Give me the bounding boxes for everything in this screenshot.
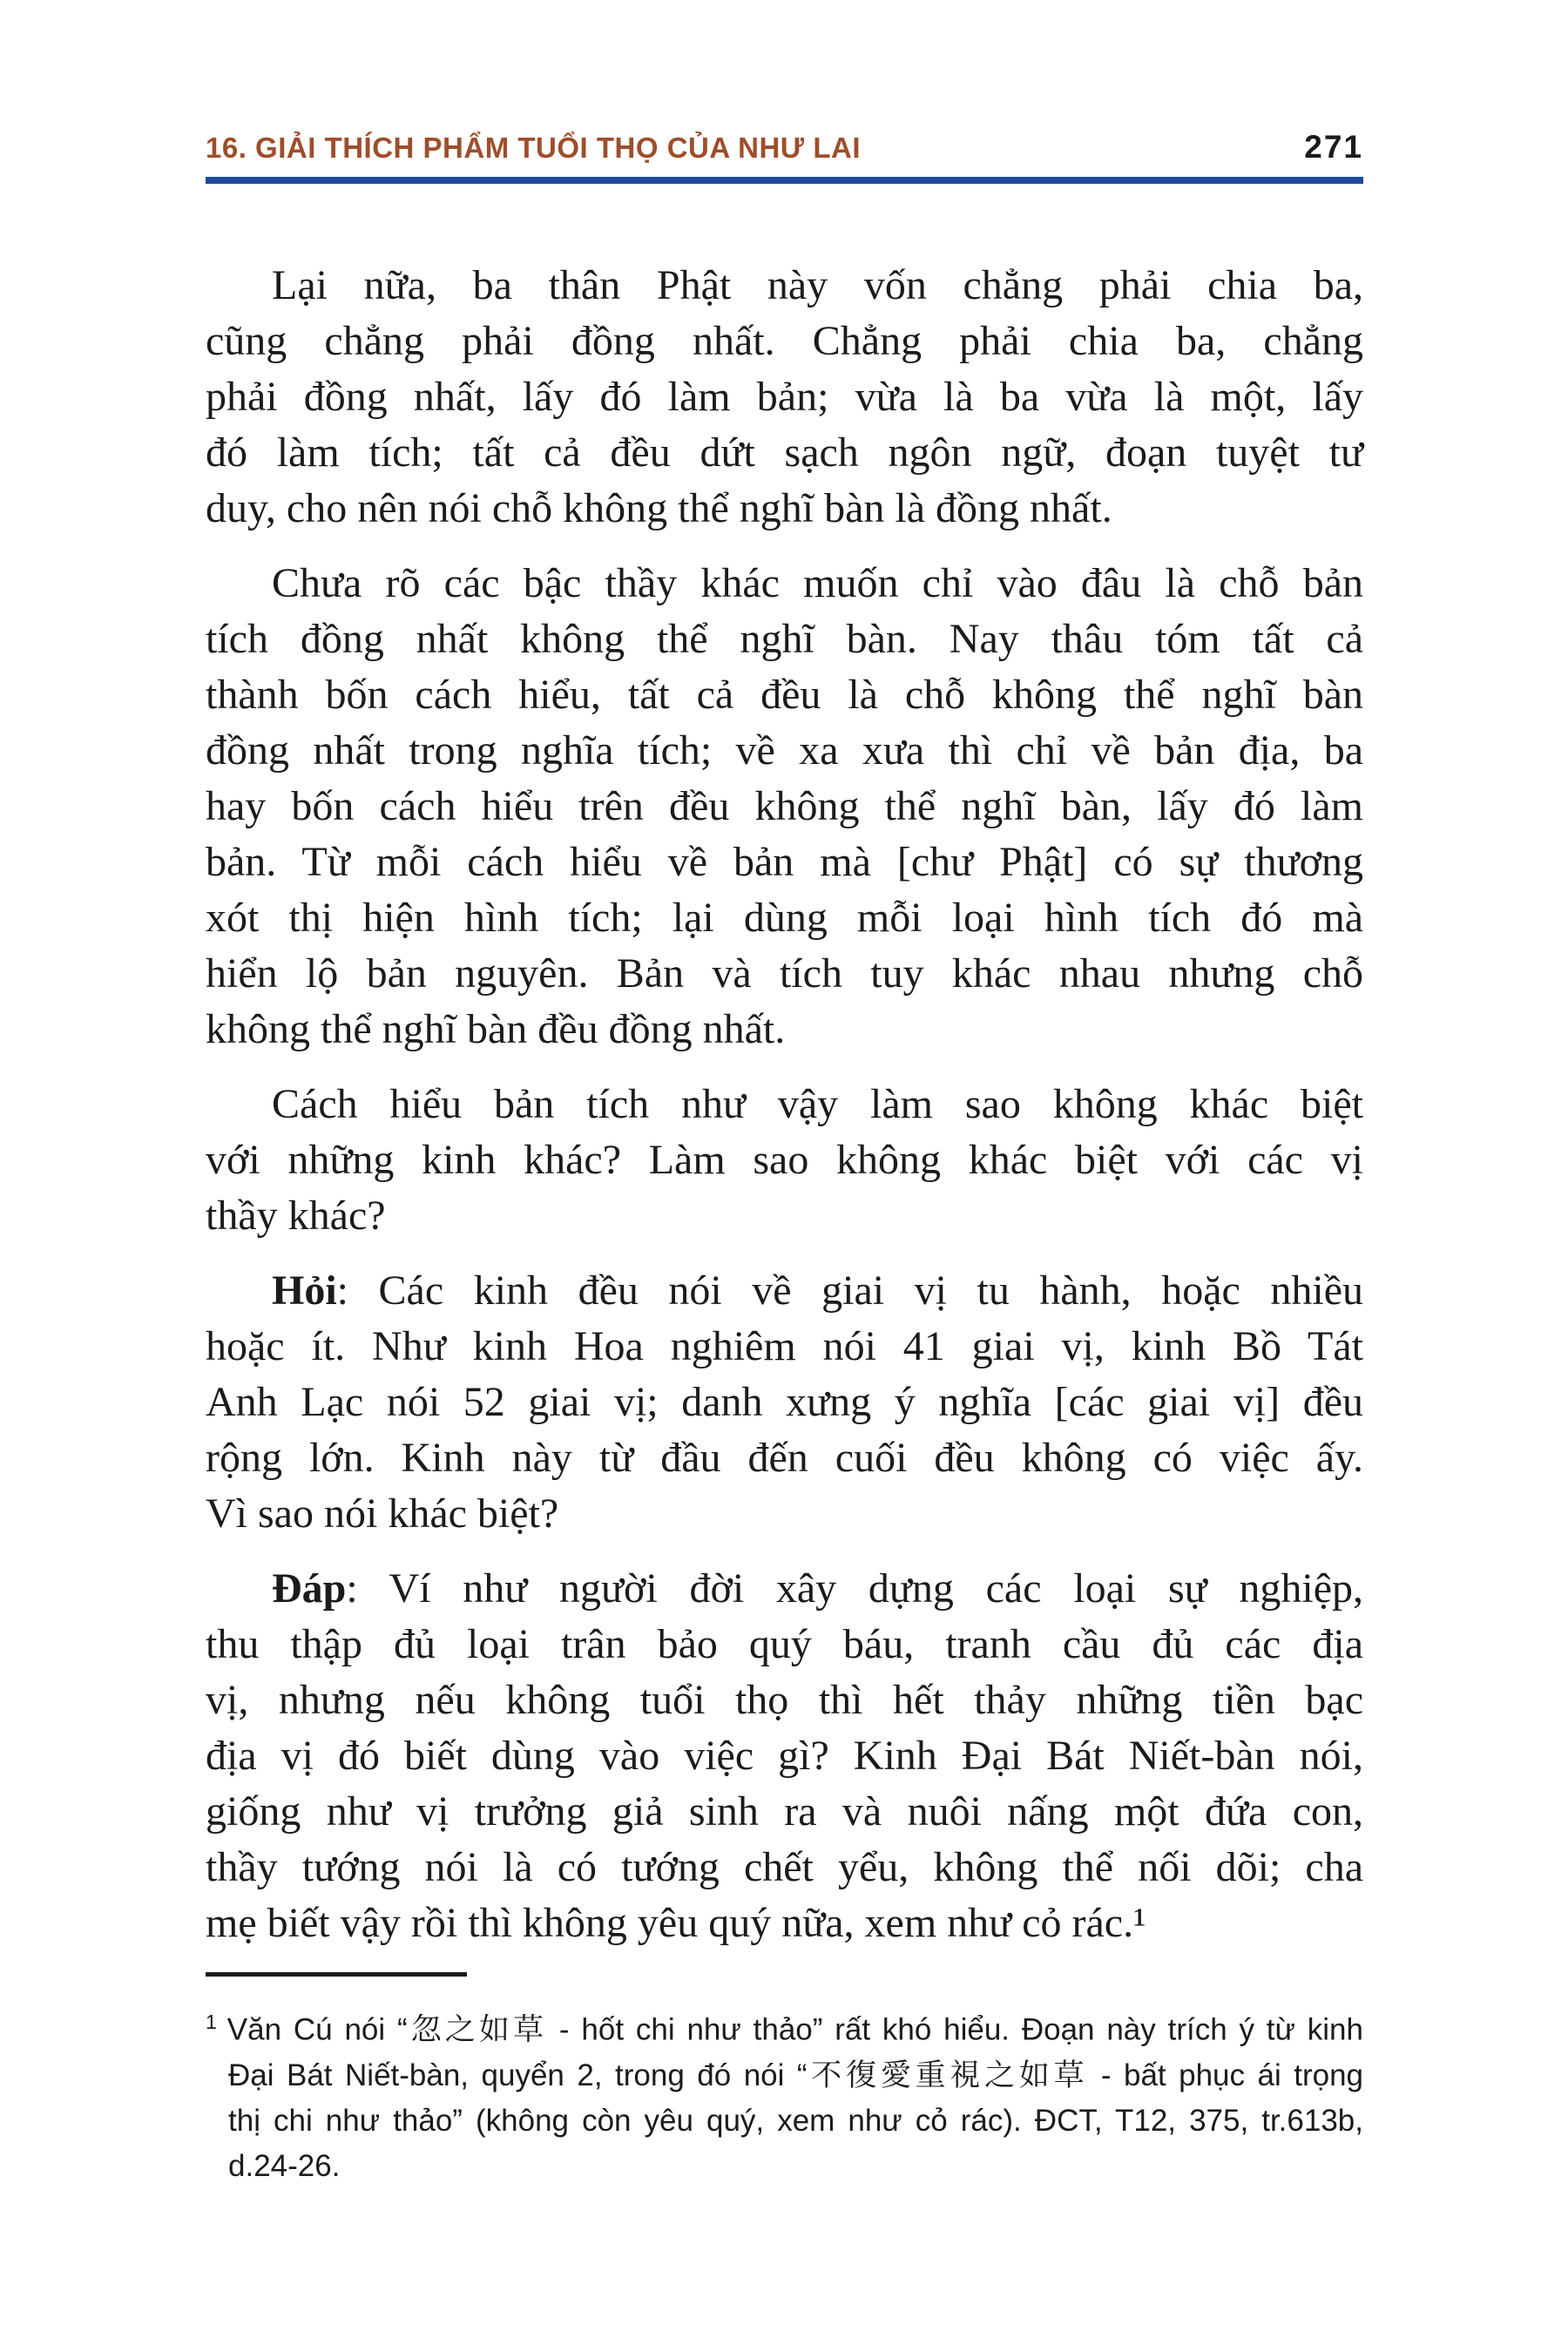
text-line: giống như vị trưởng giả sinh ra và nuôi nấng một đứa con, <box>206 1788 1363 1835</box>
footnote-line: d.24-26. <box>228 2148 341 2183</box>
text-line: với những kinh khác? Làm sao không khác biệt với các vị <box>206 1137 1363 1183</box>
page-header <box>206 129 1363 166</box>
text-line: hay bốn cách hiểu trên đều không thể nghĩ bàn, lấy đó làm <box>206 783 1363 829</box>
text-line: đó làm tích; tất cả đều dứt sạch ngôn ngữ, đoạn tuyệt tư <box>206 429 1363 476</box>
paragraph <box>206 1263 1363 1542</box>
text-line: thầy tướng nói là có tướng chết yểu, không thể nối dõi; cha <box>206 1844 1363 1890</box>
text-line: Lại nữa, ba thân Phật này vốn chẳng phải chia ba, <box>272 262 1363 308</box>
text-line <box>206 1263 1363 1319</box>
text-line: vị, nhưng nếu không tuổi thọ thì hết thảy những tiền bạc <box>206 1677 1363 1723</box>
body-paragraphs <box>206 258 1363 1951</box>
text-line: cũng chẳng phải đồng nhất. Chẳng phải chia ba, chẳng <box>206 318 1363 364</box>
footnote-line: Đại Bát Niết-bàn, quyển 2, trong đó nói “不復愛重視之如草 - bất phục ái trọng <box>228 2058 1363 2092</box>
text-line: rộng lớn. Kinh này từ đầu đến cuối đều không có việc ấy. <box>206 1435 1363 1481</box>
footnote-separator <box>206 1972 467 1977</box>
text-line-content: : Các kinh đều nói về giai vị tu hành, hoặc nhiều <box>336 1267 1363 1314</box>
header-rule <box>206 177 1363 184</box>
paragraph-lead: Đáp <box>272 1565 347 1612</box>
chapter-title: 16. GIẢI THÍCH PHẨM TUỔI THỌ CỦA NHƯ LAI <box>206 132 861 164</box>
text-line: thầy khác? <box>206 1193 386 1239</box>
paragraph <box>206 556 1363 1058</box>
text-line: xót thị hiện hình tích; lại dùng mỗi loại hình tích đó mà <box>206 895 1363 941</box>
footnote-line: thị chi như thảo” (không còn yêu quý, xem như cỏ rác). ĐCT, T12, 375, tr.613b, <box>228 2103 1363 2138</box>
text-line: Vì sao nói khác biệt? <box>206 1490 559 1537</box>
text-line: thu thập đủ loại trân bảo quý báu, tranh cầu đủ các địa <box>206 1621 1363 1667</box>
paragraph-lead: Hỏi <box>272 1267 337 1314</box>
text-line: hiển lộ bản nguyên. Bản và tích tuy khác nhau nhưng chỗ <box>206 950 1363 997</box>
text-line: Chưa rõ các bậc thầy khác muốn chỉ vào đâu là chỗ bản <box>272 560 1363 606</box>
text-line: bản. Từ mỗi cách hiểu về bản mà [chư Phật] có sự thương <box>206 839 1363 885</box>
text-line: hoặc ít. Như kinh Hoa nghiêm nói 41 giai vị, kinh Bồ Tát <box>206 1323 1363 1369</box>
footnote-line <box>206 1999 1363 2053</box>
text-line: phải đồng nhất, lấy đó làm bản; vừa là ba vừa là một, lấy <box>206 374 1363 420</box>
text-line <box>206 1561 1363 1617</box>
footnote <box>206 1999 1363 2189</box>
paragraph <box>206 1561 1363 1951</box>
text-line: thành bốn cách hiểu, tất cả đều là chỗ không thể nghĩ bàn <box>206 672 1363 718</box>
text-line: mẹ biết vậy rồi thì không yêu quý nữa, xem như cỏ rác.¹ <box>206 1900 1146 1946</box>
text-line: địa vị đó biết dùng vào việc gì? Kinh Đại Bát Niết-bàn nói, <box>206 1733 1363 1779</box>
footnote-line-content: Văn Cú nói “忽之如草 - hốt chi như thảo” rất khó hiểu. Đoạn này trích ý từ kinh <box>226 2012 1363 2047</box>
text-line: duy, cho nên nói chỗ không thể nghĩ bàn là đồng nhất. <box>206 485 1112 531</box>
text-line: không thể nghĩ bàn đều đồng nhất. <box>206 1006 786 1052</box>
text-line: tích đồng nhất không thể nghĩ bàn. Nay thâu tóm tất cả <box>206 616 1363 662</box>
paragraph <box>206 1077 1363 1244</box>
footnote-marker: 1 <box>206 2011 217 2033</box>
text-line-content: : Ví như người đời xây dựng các loại sự nghiệp, <box>346 1565 1363 1612</box>
text-line: Anh Lạc nói 52 giai vị; danh xưng ý nghĩa [các giai vị] đều <box>206 1379 1363 1425</box>
paragraph <box>206 258 1363 537</box>
page-number: 271 <box>1304 129 1363 165</box>
text-line: Cách hiểu bản tích như vậy làm sao không khác biệt <box>272 1081 1363 1127</box>
text-line: đồng nhất trong nghĩa tích; về xa xưa thì chỉ về bản địa, ba <box>206 727 1363 774</box>
